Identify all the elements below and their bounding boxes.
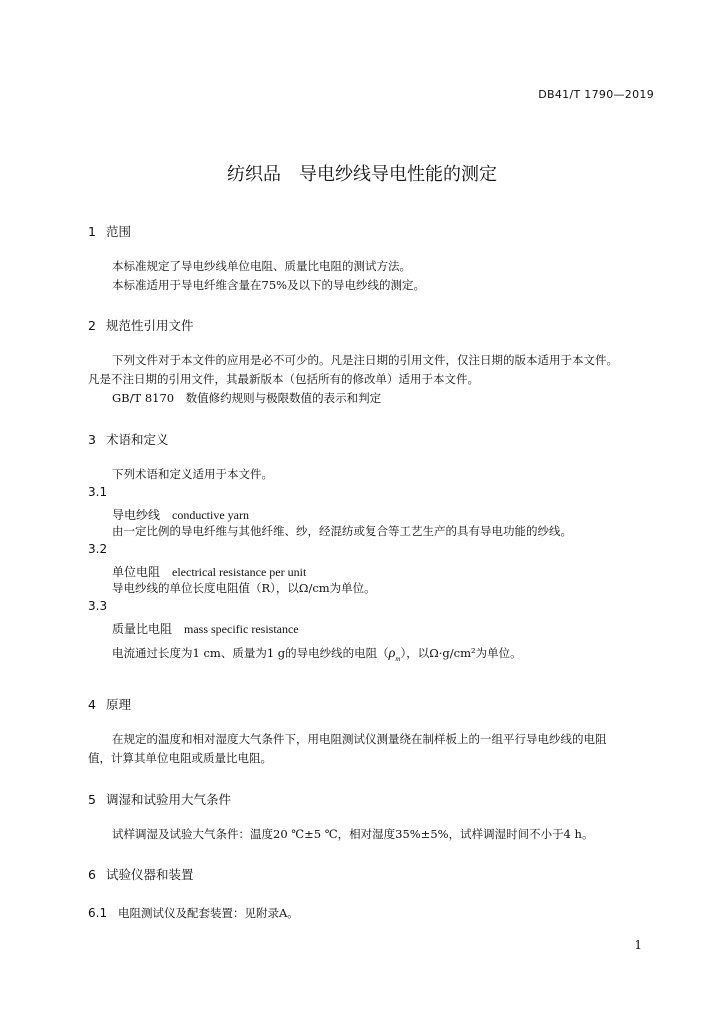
section-number: 3 xyxy=(88,432,96,447)
section-number: 5 xyxy=(88,792,96,807)
section-4-heading xyxy=(88,695,131,713)
scope-paragraph: 本标准适用于导电纤维含量在75%及以下的导电纱线的测定。 xyxy=(112,278,426,292)
terms-intro: 下列术语和定义适用于本文件。 xyxy=(112,467,273,481)
principle-line: 值，计算其单位电阻或质量比电阻。 xyxy=(88,751,272,765)
section-2-heading xyxy=(88,316,194,334)
page-number: 1 xyxy=(634,938,642,952)
section-title: 术语和定义 xyxy=(106,432,169,447)
section-number: 4 xyxy=(88,697,96,712)
term-entry xyxy=(112,504,249,523)
term-number: 3.1 xyxy=(88,485,108,499)
document-title: 纺织品 导电纱线导电性能的测定 xyxy=(227,164,497,185)
section-number: 6 xyxy=(88,867,96,882)
rho-subscript: m xyxy=(395,654,401,663)
section-title: 调湿和试验用大气条件 xyxy=(106,792,232,807)
normative-paragraph-line: 凡是不注日期的引用文件，其最新版本（包括所有的修改单）适用于本文件。 xyxy=(88,372,479,386)
conditioning-paragraph: 试样调湿及试验大气条件：温度20 ℃±5 ℃，相对湿度35%±5%，试样调湿时间不小于4 h。 xyxy=(112,827,594,841)
term-chinese: 导电纱线 xyxy=(112,508,161,522)
section-3-heading xyxy=(88,430,169,448)
term-entry xyxy=(112,618,299,637)
rho-symbol xyxy=(389,646,401,661)
scope-paragraph: 本标准规定了导电纱线单位电阻、质量比电阻的测试方法。 xyxy=(112,259,411,273)
section-number: 1 xyxy=(88,224,96,239)
subclause-6-1 xyxy=(88,902,299,921)
normative-reference: GB/T 8170 数值修约规则与极限数值的表示和判定 xyxy=(112,391,382,405)
term-chinese: 质量比电阻 xyxy=(112,622,173,636)
normative-paragraph-line: 下列文件对于本文件的应用是必不可少的。凡是注日期的引用文件，仅注日期的版本适用于本文件。 xyxy=(112,353,618,367)
term-english: electrical resistance per unit xyxy=(172,565,307,579)
section-title: 规范性引用文件 xyxy=(106,318,194,333)
subclause-text: 电阻测试仪及配套装置：见附录A。 xyxy=(118,906,299,920)
section-title: 试验仪器和装置 xyxy=(106,867,194,882)
term-english: conductive yarn xyxy=(172,508,249,522)
term-english: mass specific resistance xyxy=(184,622,299,636)
term-number: 3.3 xyxy=(88,599,108,613)
term-definition xyxy=(112,645,522,663)
term-chinese: 单位电阻 xyxy=(112,565,161,579)
section-title: 范围 xyxy=(106,224,132,239)
section-title: 原理 xyxy=(106,697,132,712)
term-definition: 导电纱线的单位长度电阻值（R），以Ω/cm为单位。 xyxy=(112,581,376,595)
section-6-heading xyxy=(88,865,194,883)
section-number: 2 xyxy=(88,318,96,333)
term-definition: 由一定比例的导电纤维与其他纤维、纱，经混纺或复合等工艺生产的具有导电功能的纱线。 xyxy=(112,524,572,538)
definition-text: ），以Ω·g/cm²为单位。 xyxy=(400,646,522,660)
section-5-heading xyxy=(88,790,231,808)
term-entry xyxy=(112,561,306,580)
subclause-number: 6.1 xyxy=(88,906,108,920)
term-number: 3.2 xyxy=(88,542,108,556)
definition-text: 电流通过长度为1 cm、质量为1 g的导电纱线的电阻（ xyxy=(112,646,389,660)
principle-line: 在规定的温度和相对湿度大气条件下，用电阻测试仪测量绕在制样板上的一组平行导电纱线的电阻 xyxy=(112,732,607,746)
rho-letter: ρ xyxy=(388,646,396,661)
section-1-heading xyxy=(88,222,131,240)
standard-code: DB41/T 1790—2019 xyxy=(538,88,654,101)
